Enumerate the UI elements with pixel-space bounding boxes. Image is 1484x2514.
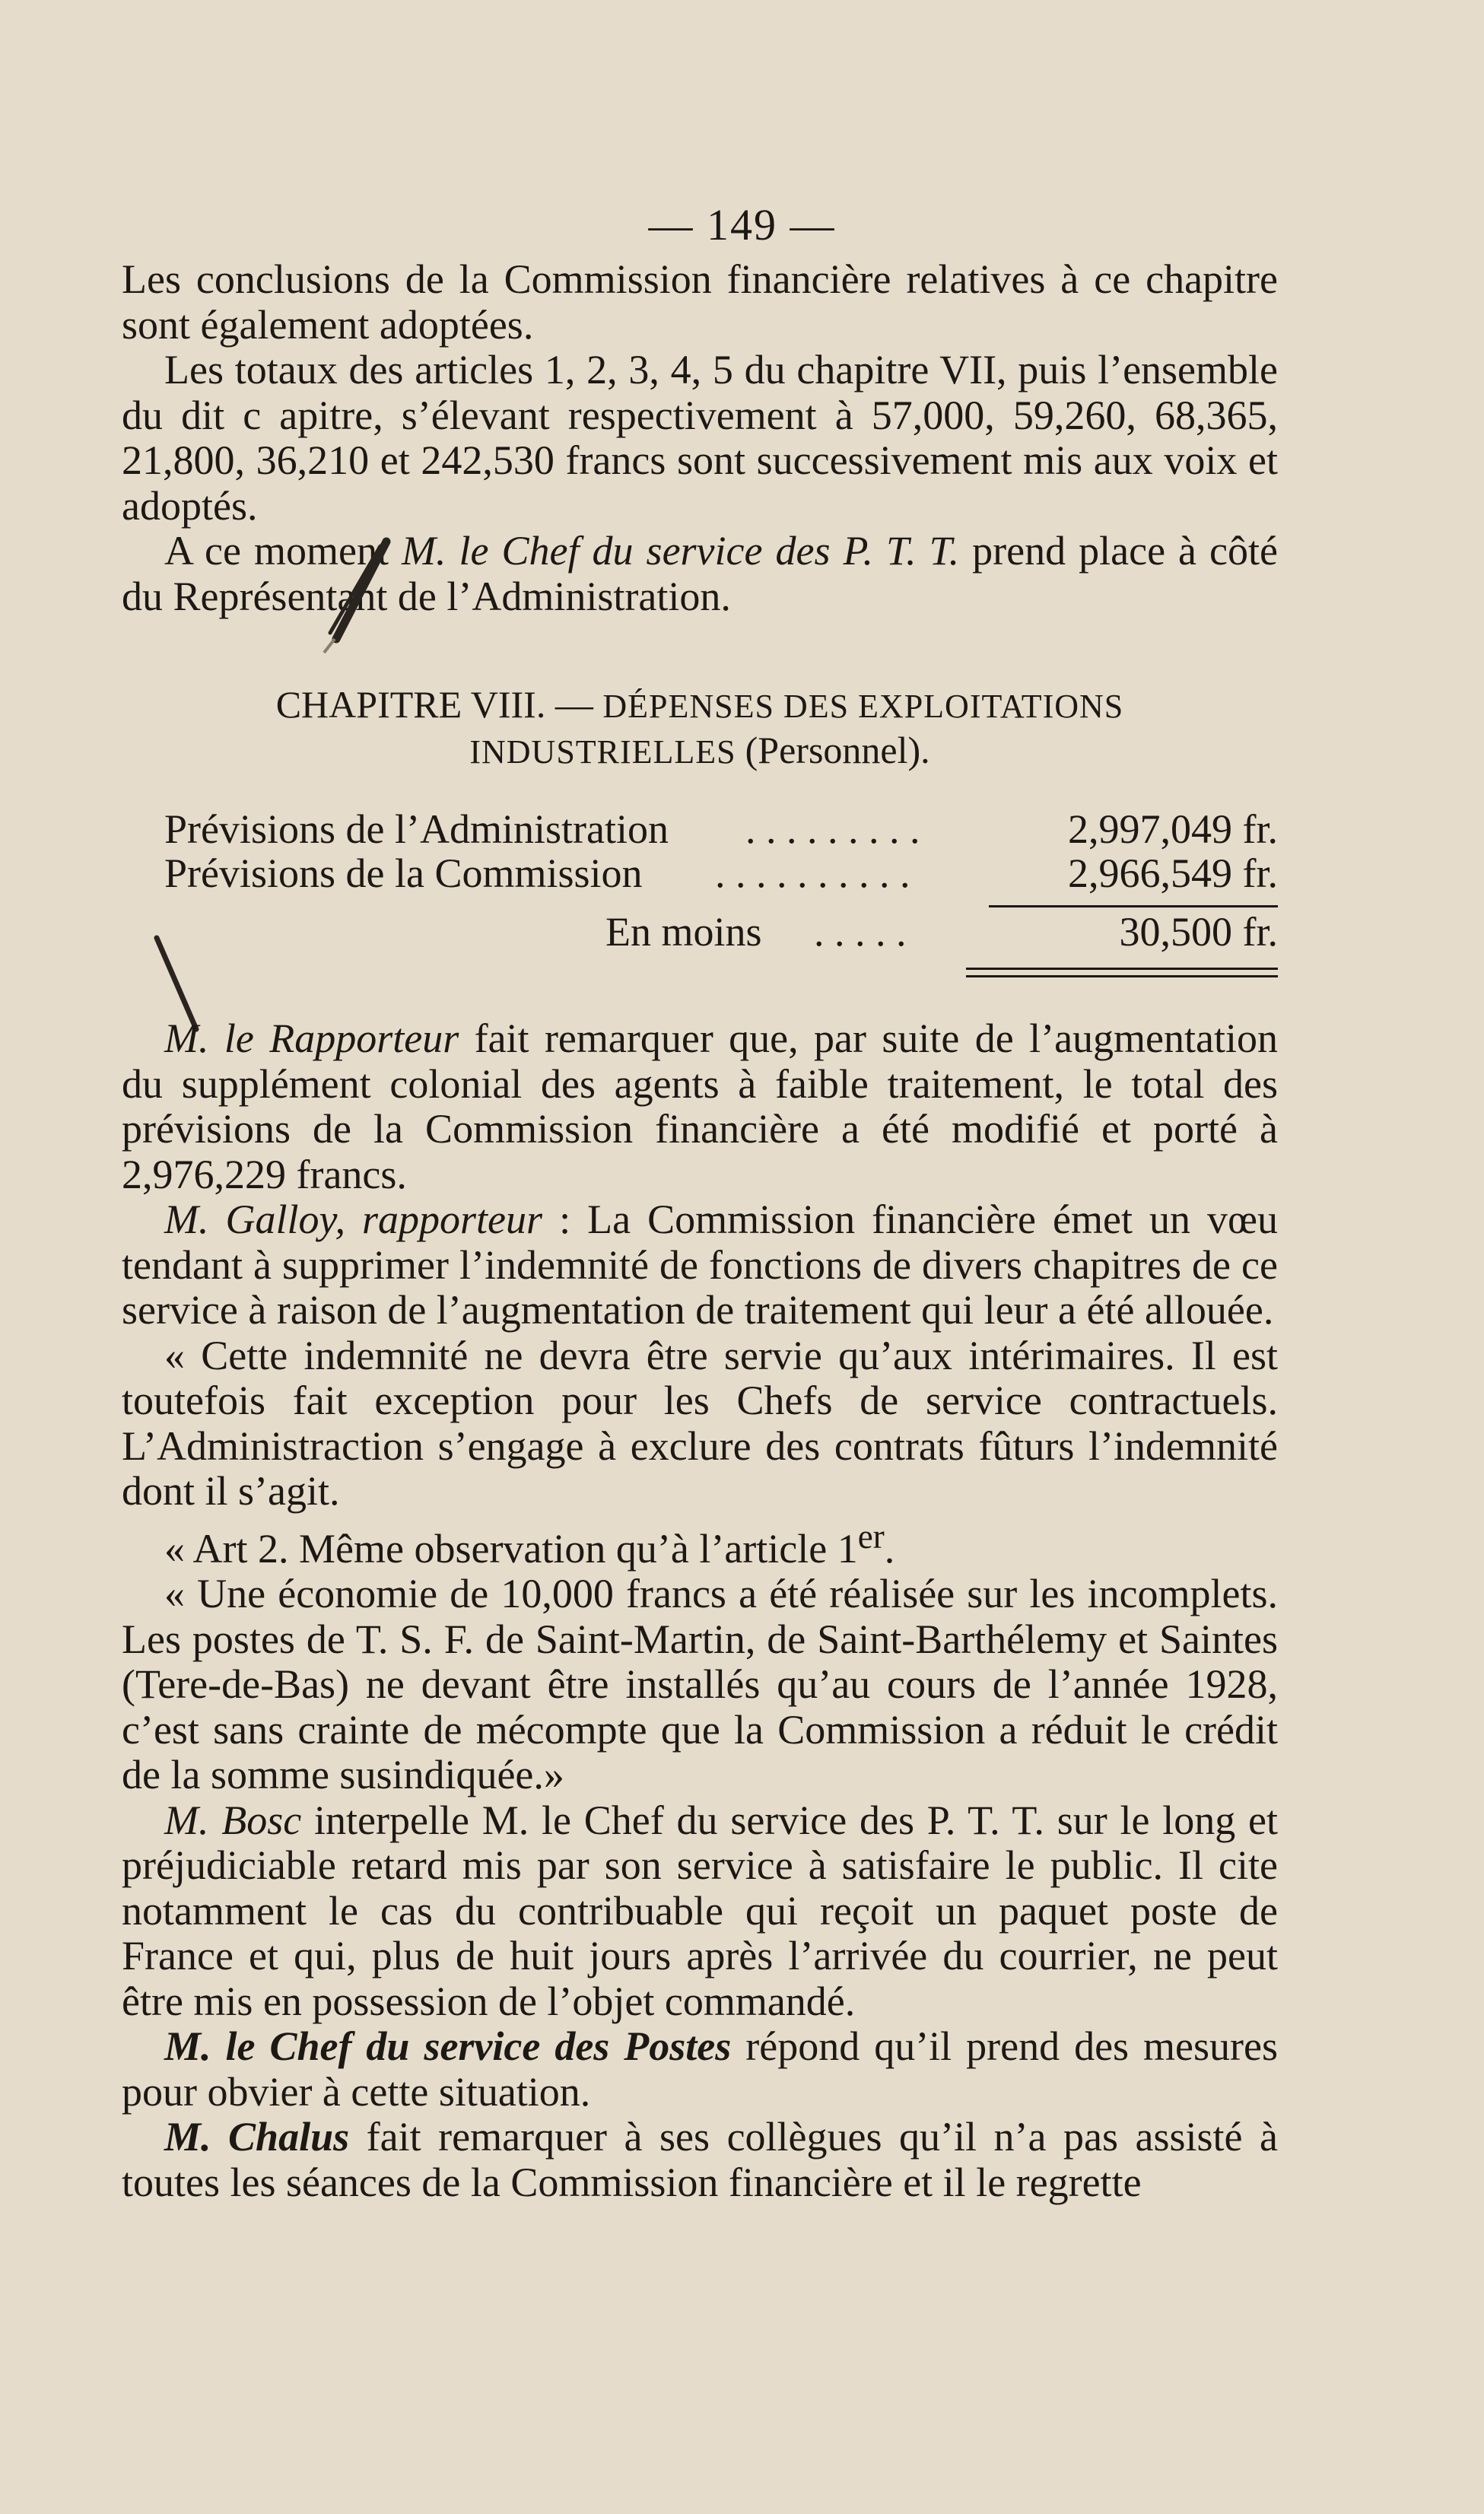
art2-text: « Art 2. Même observation qu’à l’article 1 [164,1525,858,1572]
bosc-name: M. Bosc [164,1797,302,1843]
budget-label: Prévisions de la Commission [164,850,643,896]
paragraph-totaux: Les totaux des articles 1, 2, 3, 4, 5 du chapitre VII, puis l’ensemble du dit c apitre, s’élevant respectivement à 57,000, 59,260, 68,365, 21,800, 36,210 et 242,530 francs sont successivement mis aux voix et adoptés. [122,347,1278,529]
chapter-number: CHAPITRE VIII. — [275,683,603,726]
body-block [122,1016,1278,2205]
rapporteur-text: fait remarquer que, par suite de l’augmentation du supplément colonial des agents à faible traitement, le total des prévisions de la Commission financière a été modifié et porté à 2,976,229 francs. [122,1015,1278,1197]
budget-dots: . . . . . [814,909,907,955]
chalus-name: M. Chalus [164,2114,350,2160]
chapter-title-cont: INDUSTRIELLES [469,733,745,771]
budget-label: Prévisions de l’Administration [164,806,669,852]
paragraph-chalus [122,2115,1278,2205]
chapter-subtitle: (Personnel). [745,729,930,771]
paragraph-indemnite: « Cette indemnité ne devra être servie qu’aux intérimaires. Il est toutefois fait exception pour les Chefs de service contractuels. L’Administraction s’engage à exclure des contrats fûturs l’indemnité dont il s’agit. [122,1332,1278,1514]
paragraph-economie: « Une économie de 10,000 francs a été réalisée sur les incomplets. Les postes de T. S. F. de Saint-Martin, de Saint-Barthélemy et Saintes (Tere-de-Bas) ne devant être installés qu’au cours de l’année 1928, c’est sans crainte de mécompte que la Commission a réduit le crédit de la somme susindiquée.» [122,1571,1278,1797]
budget-amount: 2,997,049 fr. [1068,806,1278,852]
paragraph-rapporteur [122,1016,1278,1197]
chef-ptt-name: M. le Chef du service des P. T. T. [402,528,960,574]
art2-sup: er [857,1517,885,1556]
double-rule-top [966,968,1278,970]
sum-rule [989,905,1278,907]
paragraph-conclusions: Les conclusions de la Commission financière relatives à ce chapitre sont également adoptées. [122,256,1278,348]
pencil-strike-mark [289,532,403,662]
galloy-text: : La Commission financière émet un vœu tendant à supprimer l’indemnité de fonctions de divers chapitres de ce service à raison de l’augmentation de traitement qui leur a été allouée. [122,1197,1278,1333]
moment-text-a: A ce moment [164,528,402,574]
chef-postes-text: répond qu’il prend des mesures pour obvier à cette situation. [122,2023,1279,2115]
art2-end: . [884,1525,895,1572]
budget-dots: . . . . . . . . . . [715,850,910,896]
moment-text-c: prend place à côté du Représentant de l’Administration. [122,528,1278,619]
chapter-title: DÉPENSES DES EXPLOITATIONS [602,688,1124,725]
chapter-heading-line-2 [122,727,1278,775]
bosc-text: interpelle M. le Chef du service des P. T. T. sur le long et préjudiciable retard mis par son service à satisfaire le public. Il cite notamment le cas du contribuable qui reçoit un paquet poste de France et qui, plus de huit jours après l’arrivée du courrier, ne peut être mis en possession de l’objet commandé. [122,1797,1279,2024]
budget-label: En moins [605,909,762,955]
budget-dots: . . . . . . . . . [745,806,920,852]
chalus-text: fait remarquer à ses collègues qu’il n’a pas assisté à toutes les séances de la Commission financière et il le regrette [122,2114,1278,2205]
galloy-name: M. Galloy, rapporteur [164,1197,543,1242]
rapporteur-name: M. le Rapporteur [164,1015,459,1061]
budget-table [122,806,1278,989]
chapter-heading-line-1 [122,682,1278,729]
paragraph-art2 [122,1514,1278,1572]
paragraph-galloy [122,1197,1278,1333]
budget-amount: 2,966,549 fr. [1068,850,1278,896]
budget-amount: 30,500 fr. [1119,909,1278,955]
page-number: — 149 — [648,200,836,249]
double-rule-bottom [966,975,1278,977]
paragraph-bosc [122,1798,1278,2025]
chef-postes-name: M. le Chef du service des Postes [164,2023,732,2069]
paragraph-chef-postes [122,2024,1278,2115]
